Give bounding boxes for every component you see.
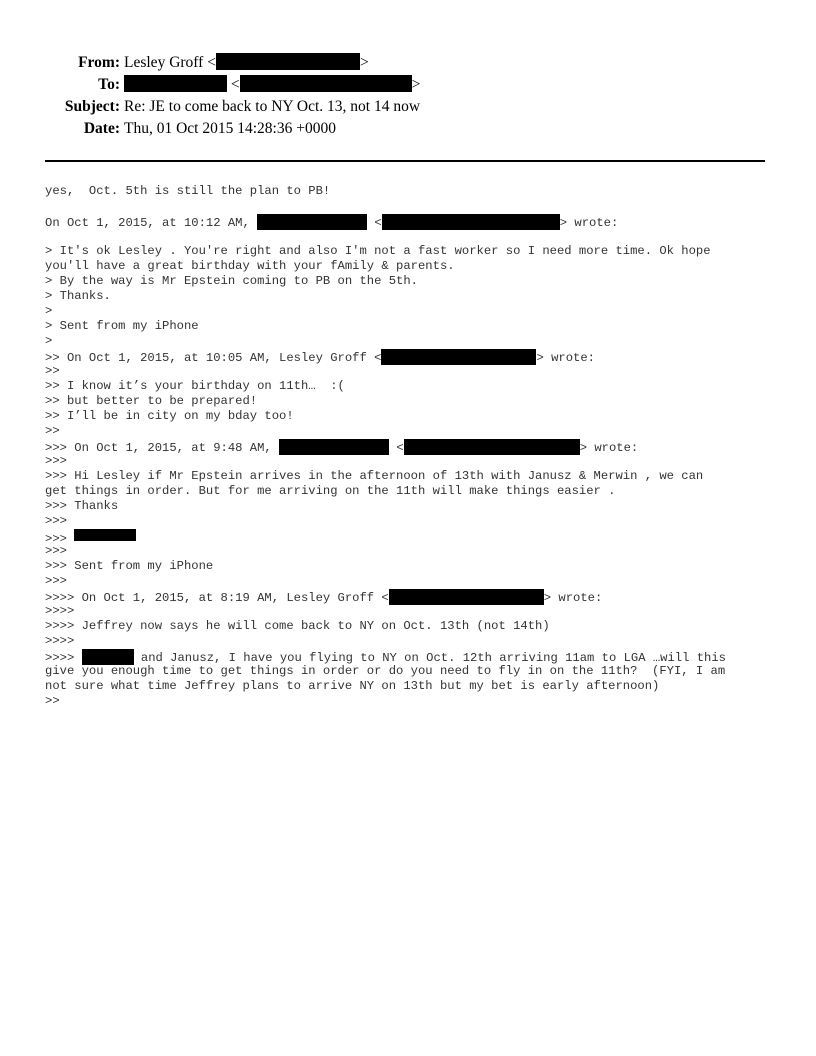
- body-line: >> I’ll be in city on my bday too!: [45, 409, 294, 423]
- body-line: >> but better to be prepared!: [45, 394, 258, 408]
- body-line: not sure what time Jeffrey plans to arrive NY on 13th but my bet is early afternoon): [45, 679, 660, 693]
- body-line: On Oct 1, 2015, at 10:12 AM, < > wrote:: [45, 216, 619, 230]
- redacted-sender-name: [257, 214, 367, 230]
- body-line: >: [45, 304, 53, 318]
- redacted-to-name: [124, 75, 227, 92]
- to-label: To:: [98, 76, 120, 93]
- body-line: > By the way is Mr Epstein coming to PB on the 5th.: [45, 274, 418, 288]
- subject-label: Subject:: [64, 98, 120, 115]
- body-line: >>: [45, 424, 60, 438]
- redacted-to-email: [240, 75, 412, 92]
- body-line: > Thanks.: [45, 289, 111, 303]
- body-line: >>>: [45, 544, 67, 558]
- body-line: > It's ok Lesley . You're right and also I'm not a fast worker so I need more time. Ok hope: [45, 244, 711, 258]
- to-value: < >: [124, 74, 420, 96]
- body-line: >>> Thanks: [45, 499, 119, 513]
- redacted-signature: [74, 529, 136, 541]
- body-line: >>>>: [45, 634, 75, 648]
- redacted-email: [389, 589, 544, 605]
- body-line: you'll have a great birthday with your fAmily & parents.: [45, 259, 455, 273]
- from-value: Lesley Groff < >: [124, 54, 369, 71]
- date-value: Thu, 01 Oct 2015 14:28:36 +0000: [124, 120, 336, 137]
- body-line: > Sent from my iPhone: [45, 319, 199, 333]
- blank-line: [45, 229, 785, 244]
- from-label: From:: [78, 54, 120, 71]
- body-line: >>>: [45, 454, 67, 468]
- body-line: >>>> On Oct 1, 2015, at 8:19 AM, Lesley Groff < > wrote:: [45, 591, 603, 605]
- body-line: >>: [45, 694, 60, 708]
- redacted-sender-email: [404, 439, 580, 455]
- body-line: >>>: [45, 574, 67, 588]
- body-line: give you enough time to get things in order or do you need to fly in on the 11th? (FYI, I am: [45, 664, 726, 678]
- body-line: get things in order. But for me arriving on the 11th will make things easier .: [45, 484, 616, 498]
- redacted-from-email: [216, 53, 360, 70]
- body-line: >>>> Jeffrey now says he will come back to NY on Oct. 13th (not 14th): [45, 619, 550, 633]
- message-body: [45, 184, 785, 709]
- body-line: >> I know it’s your birthday on 11th… :(: [45, 379, 345, 393]
- body-line: >>>> and Janusz, I have you flying to NY on Oct. 12th arriving 11am to LGA …will this: [45, 651, 726, 665]
- body-line: >>>: [45, 529, 785, 544]
- redacted-recipient-name: [82, 649, 134, 665]
- body-line: >>> On Oct 1, 2015, at 9:48 AM, < > wrote:: [45, 441, 639, 455]
- body-line: yes, Oct. 5th is still the plan to PB!: [45, 184, 331, 198]
- subject-value: Re: JE to come back to NY Oct. 13, not 14 now: [124, 98, 421, 115]
- redacted-sender-name: [279, 439, 389, 455]
- body-line: >>> Hi Lesley if Mr Epstein arrives in the afternoon of 13th with Janusz & Merwin , we can: [45, 469, 704, 483]
- redacted-email: [381, 349, 536, 365]
- body-line: >: [45, 334, 53, 348]
- body-line: >>: [45, 364, 60, 378]
- blank-line: [45, 199, 785, 214]
- header-divider: [45, 160, 765, 162]
- body-line: >>>>: [45, 604, 75, 618]
- body-line: >>>: [45, 514, 67, 528]
- date-label: Date:: [83, 120, 120, 137]
- body-line: >> On Oct 1, 2015, at 10:05 AM, Lesley Groff < > wrote:: [45, 351, 595, 365]
- redacted-sender-email: [382, 214, 560, 230]
- body-line: >>> Sent from my iPhone: [45, 559, 214, 573]
